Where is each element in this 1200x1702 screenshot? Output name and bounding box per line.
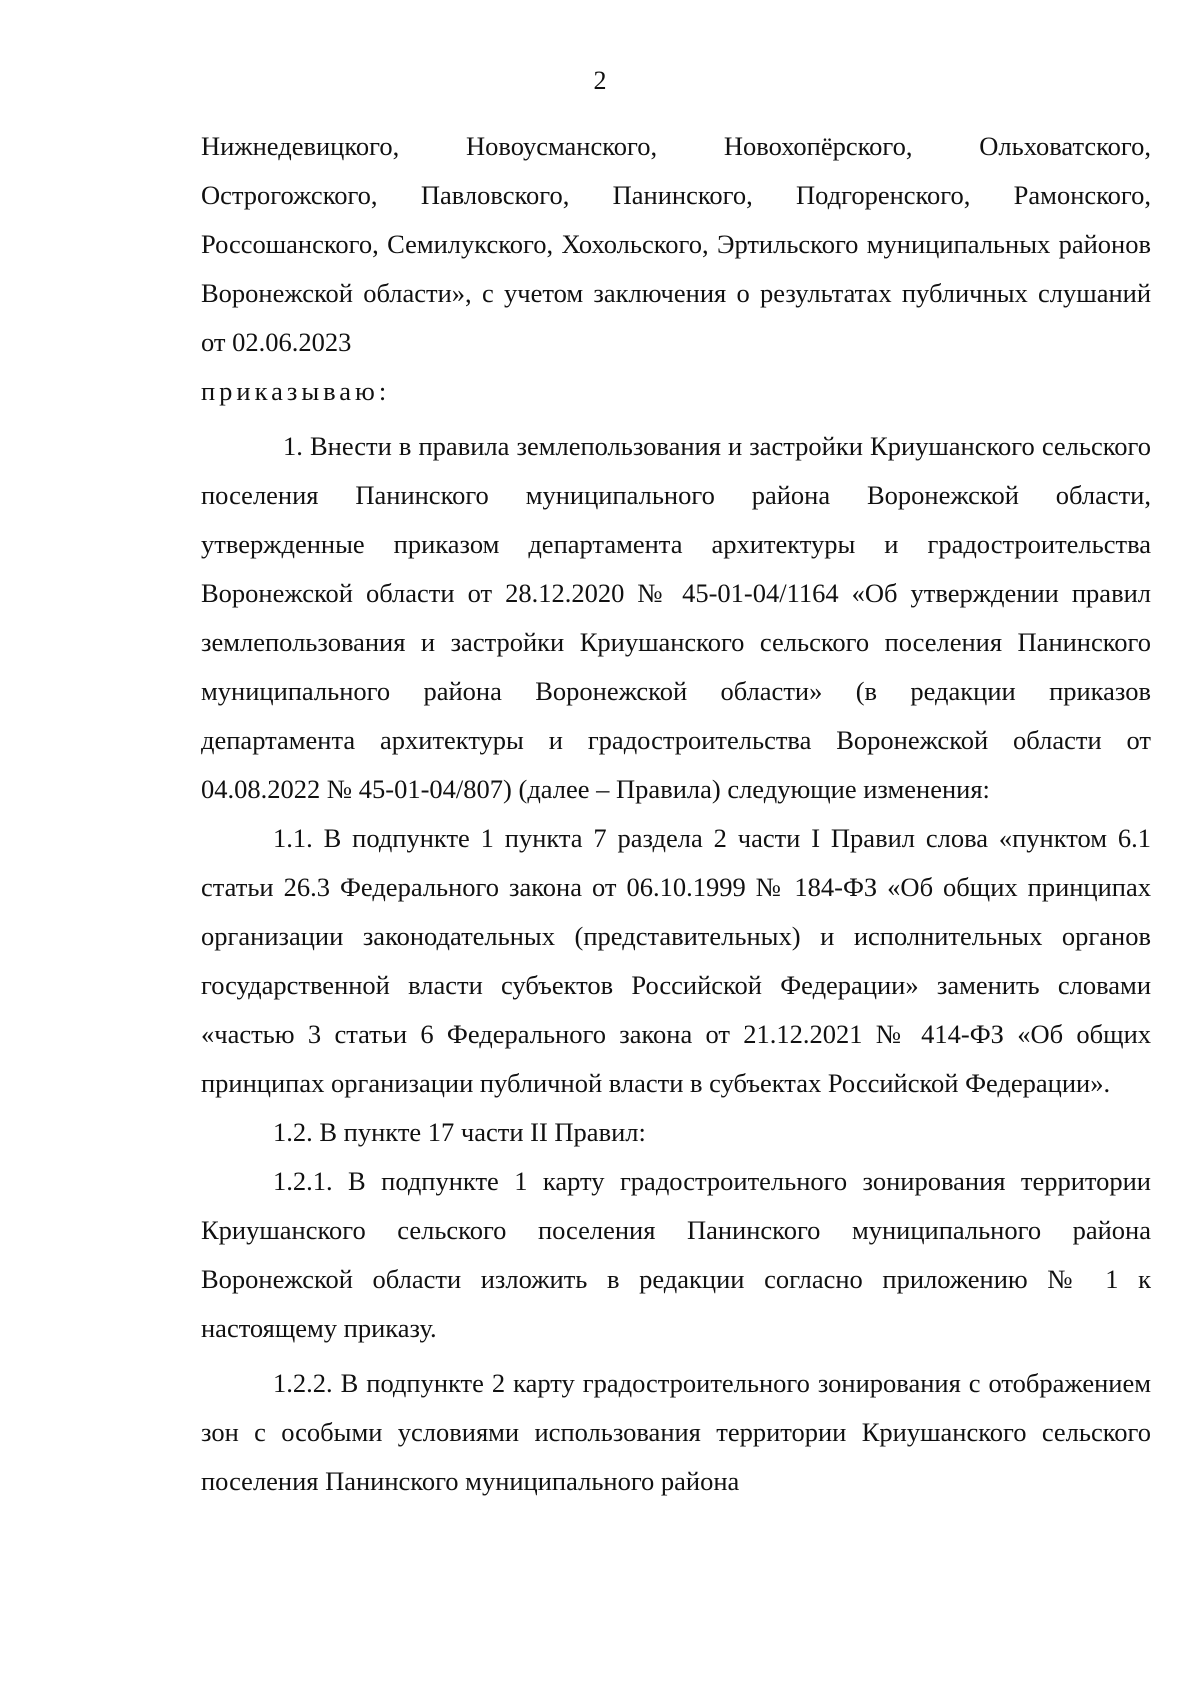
paragraph-item-1-2: 1.2. В пункте 17 части II Правил: [273, 1117, 646, 1147]
paragraph-districts-list: Нижнедевицкого, Новоусманского, Новохопёрского, Ольховатского, Острогожского, Павловского, Панинского, Подгоренского, Рамонского, Россошанского, Семилукского, Хохольского, Эртильского муниципальных районов Воронежской области», с учетом заключения о результатах публичных слушаний от 02.06.2023 [201, 131, 1151, 357]
paragraph-item-1-2-1: 1.2.1. В подпункте 1 карту градостроительного зонирования территории Криушанского сельского поселения Панинского муниципального района Воронежской области изложить в редакции согласно приложению № 1 к настоящему приказу. [201, 1166, 1151, 1343]
paragraph-order-word: приказываю: [201, 376, 391, 406]
paragraph-item-1: 1. Внести в правила землепользования и застройки Криушанского сельского поселения Панинского муниципального района Воронежской области, утвержденные приказом департамента архитектуры и градостроительства Воронежской области от 28.12.2020 № 45-01-04/1164 «Об утверждении правил землепользования и застройки Криушанского сельского поселения Панинского муниципального района Воронежской области» (в редакции приказов департамента архитектуры и градостроительства Воронежской области от 04.08.2022 № 45-01-04/807) (далее – Правила) следующие изменения: [201, 431, 1151, 804]
paragraph-item-1-2-2: 1.2.2. В подпункте 2 карту градостроительного зонирования с отображением зон с особыми условиями использования территории Криушанского сельского поселения Панинского муниципального района [201, 1368, 1151, 1496]
page-number: 2 [593, 66, 607, 95]
document-body [201, 122, 1151, 1506]
paragraph-item-1-1: 1.1. В подпункте 1 пункта 7 раздела 2 части I Правил слова «пунктом 6.1 статьи 26.3 Федерального закона от 06.10.1999 № 184-ФЗ «Об общих принципах организации законодательных (представительных) и исполнительных органов государственной власти субъектов Российской Федерации» заменить словами «частью 3 статьи 6 Федерального закона от 21.12.2021 № 414-ФЗ «Об общих принципах организации публичной власти в субъектах Российской Федерации». [201, 823, 1151, 1098]
